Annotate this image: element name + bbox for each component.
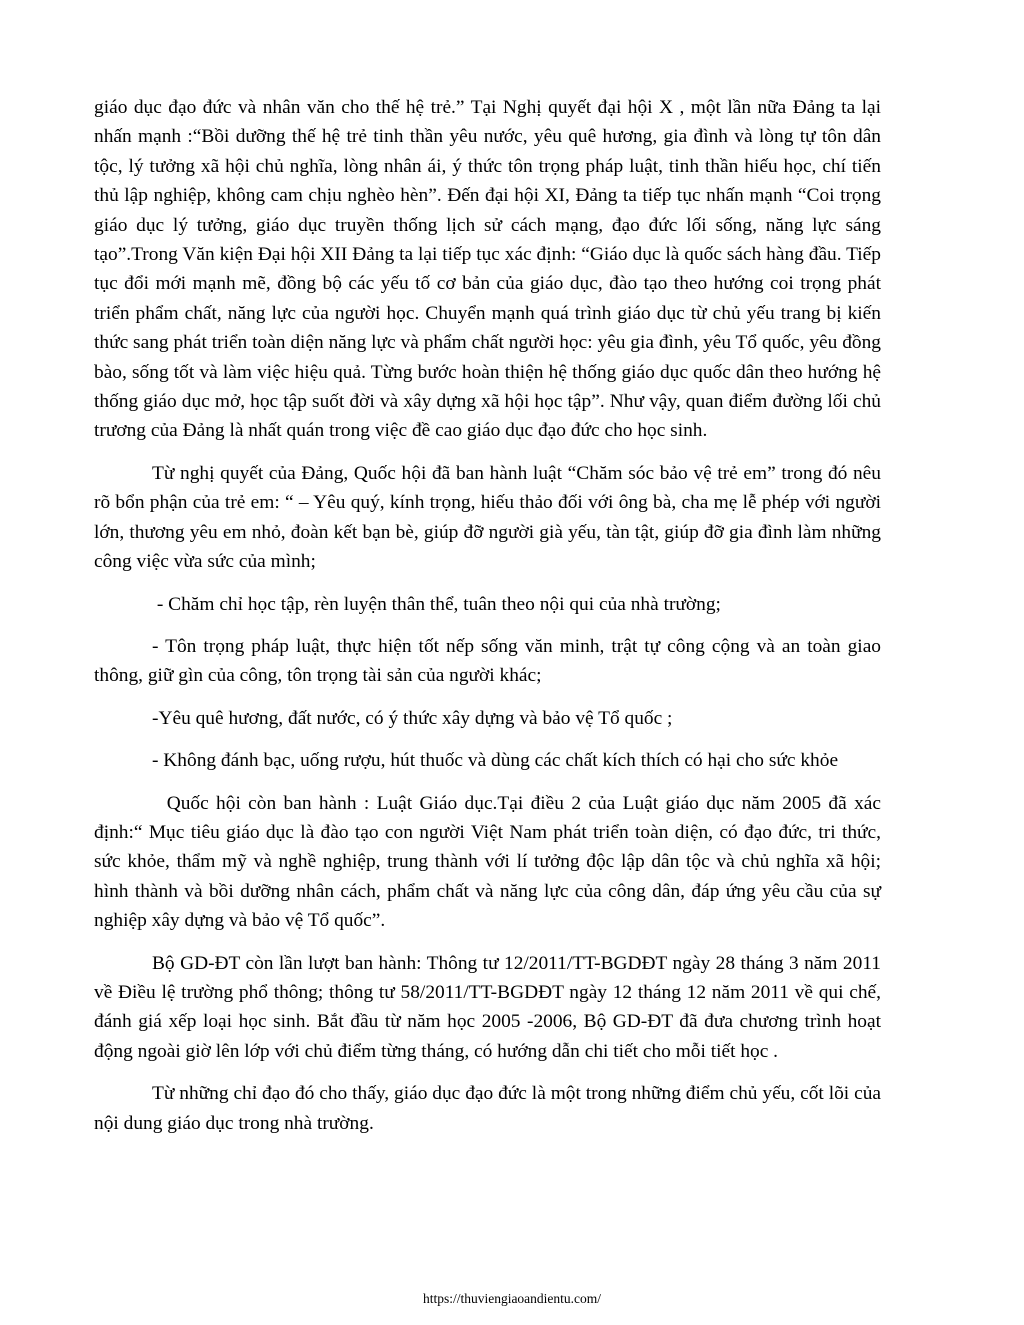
- document-body: [94, 93, 886, 1151]
- paragraph: giáo dục đạo đức và nhân văn cho thế hệ trẻ.” Tại Nghị quyết đại hội X , một lần nữa Đảng ta lại nhấn mạnh :“Bồi dưỡng thế hệ trẻ tinh thần yêu nước, yêu quê hương, gia đình và lòng tự tôn dân tộc, lý tưởng xã hội chủ nghĩa, lòng nhân ái, ý thức tôn trọng pháp luật, tinh thần hiếu học, chí tiến thủ lập nghiệp, không cam chịu nghèo hèn”. Đến đại hội XI, Đảng ta tiếp tục nhấn mạnh “Coi trọng giáo dục lý tưởng, giáo dục truyền thống lịch sử cách mạng, đạo đức lối sống, năng lực sáng tạo”.Trong Văn kiện Đại hội XII Đảng ta lại tiếp tục xác định: “Giáo dục là quốc sách hàng đầu. Tiếp tục đổi mới mạnh mẽ, đồng bộ các yếu tố cơ bản của giáo dục, đào tạo theo hướng coi trọng phát triển phẩm chất, năng lực của người học. Chuyển mạnh quá trình giáo dục từ chủ yếu trang bị kiến thức sang phát triển toàn diện năng lực và phẩm chất người học: yêu gia đình, yêu Tổ quốc, yêu đồng bào, sống tốt và làm việc hiệu quả. Từng bước hoàn thiện hệ thống giáo dục quốc dân theo hướng hệ thống giáo dục mở, học tập suốt đời và xây dựng xã hội học tập”. Như vậy, quan điểm đường lối chủ trương của Đảng là nhất quán trong việc đề cao giáo dục đạo đức cho học sinh.: [94, 97, 881, 442]
- list-item: -Yêu quê hương, đất nước, có ý thức xây dựng và bảo vệ Tổ quốc ;: [152, 707, 673, 729]
- footer-url: https://thuviengiaoandientu.com/: [422, 1291, 602, 1306]
- list-item: - Tôn trọng pháp luật, thực hiện tốt nếp sống văn minh, trật tự công cộng và an toàn giao thông, giữ gìn của công, tôn trọng tài sản của người khác;: [94, 635, 881, 687]
- paragraph: Từ nghị quyết của Đảng, Quốc hội đã ban hành luật “Chăm sóc bảo vệ trẻ em” trong đó nêu rõ bổn phận của trẻ em: “ – Yêu quý, kính trọng, hiếu thảo đối với ông bà, cha mẹ lễ phép với người lớn, thương yêu em nhỏ, đoàn kết bạn bè, giúp đỡ người già yếu, tàn tật, giúp đỡ gia đình làm những công việc vừa sức của mình;: [94, 462, 881, 573]
- paragraph: Bộ GD-ĐT còn lần lượt ban hành: Thông tư 12/2011/TT-BGDĐT ngày 28 tháng 3 năm 2011 về Điều lệ trường phổ thông; thông tư 58/2011/TT-BGDĐT ngày 12 tháng 12 năm 2011 về qui chế, đánh giá xếp loại học sinh. Bắt đầu từ năm học 2005 -2006, Bộ GD-ĐT đã đưa chương trình hoạt động ngoài giờ lên lớp với chủ điểm từng tháng, có hướng dẫn chi tiết cho mỗi tiết học .: [94, 952, 881, 1062]
- paragraph: Quốc hội còn ban hành : Luật Giáo dục.Tại điều 2 của Luật giáo dục năm 2005 đã xác định:“ Mục tiêu giáo dục là đào tạo con người Việt Nam phát triển toàn diện, có đạo đức, tri thức, sức khỏe, thẩm mỹ và nghề nghiệp, trung thành với lí tưởng độc lập dân tộc và chủ nghĩa xã hội; hình thành và bồi dưỡng nhân cách, phẩm chất và năng lực của công dân, đáp ứng yêu cầu của sự nghiệp xây dựng và bảo vệ Tổ quốc”.: [94, 792, 886, 932]
- list-item: - Không đánh bạc, uống rượu, hút thuốc và dùng các chất kích thích có hại cho sức khỏe: [152, 750, 839, 772]
- list-item: - Chăm chỉ học tập, rèn luyện thân thể, tuân theo nội qui của nhà trường;: [152, 593, 721, 615]
- paragraph: Từ những chỉ đạo đó cho thấy, giáo dục đạo đức là một trong những điểm chủ yếu, cốt lõi của nội dung giáo dục trong nhà trường.: [94, 1083, 881, 1134]
